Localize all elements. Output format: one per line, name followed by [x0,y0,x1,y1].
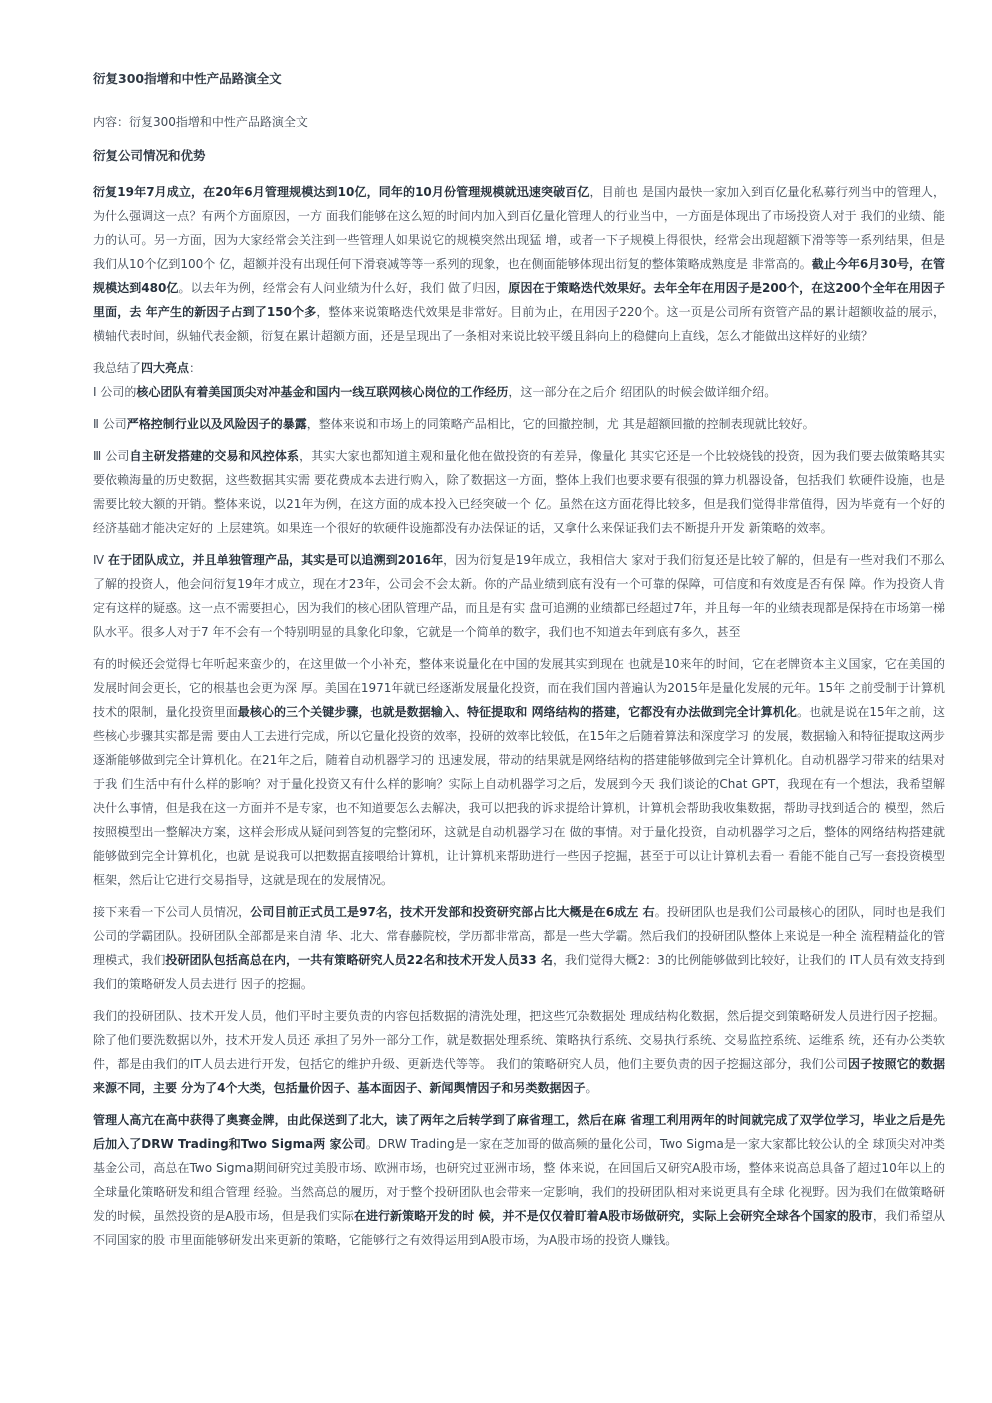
paragraph-highlight-4 [93,548,945,644]
text-run: 我总结了 [93,361,142,375]
text-run: 。DRW Trading是一家在芝加哥的做高频的量化公司，Two Sigma是一家大家都比较公认的全 球顶尖对冲类基金公司，高总在Two Sigma期间研究过美股市场、欧洲市场，也研究过亚洲市场，整 体来说，在回国后又研究A股市场，整体来说高总具备了超过10年以上的全球量化策略研发和组合管理 经验。当然高总的履历，对于整个投研团队也会带来一定影响，我们的投研团队相对来说更具有全球 化视野。因为我们在做策略研发的时候，虽然投资的是A股市场，但是我们实际 [93,1137,945,1223]
bold-text-run: 投研团队包括高总在内，一共有策略研究人员22名和技术开发人员33 名 [165,953,553,967]
bold-text-run: 管理人高亢在高中获得了奥赛金牌，由此保送到了北大，读了两年之后转学到了麻省理工，然后在麻 省理工利用两年的时间就完成了双学位学习，毕业之后是先后加入了DRW Trading和Two Sigma两 家公司 [93,1113,945,1151]
text-run: 有的时候还会觉得七年听起来蛮少的，在这里做一个小补充，整体来说量化在中国的发展其实到现在 也就是10来年的时间，它在老牌资本主义国家，它在美国的发展时间会更长，它的根基也会更为深 厚。美国在1971年就已经逐渐发展量化投资，而在我们国内普遍认为2015年是量化发展的元年。15年 之前受制于计算机技术的限制，量化投资里面 [93,657,945,719]
text-run: ： [189,361,202,375]
text-run: 。投研团队也是我们公司最核心的团队，同时也是我们公司的学霸团队。投研团队全部都是来自清 华、北大、常春藤院校，学历都非常高，都是一些大学霸。然后我们的投研团队整体上来说是一种全 流程精益化的管理模式，我们 [93,905,945,967]
text-run: ，因为衍复是19年成立，我相信大 家对于我们衍复还是比较了解的，但是有一些对我们不那么了解的投资人，他会问衍复19年才成立，现在才23年，公司会不会太新。你的产品业绩到底有没有一个可靠的保障，可信度和有效度是否有保 障。作为投资人肯定有这样的疑惑。这一点不需要担心，因为我们的核心团队管理产品，而且是有实 盘可追溯的业绩都已经超过7年，并且每一年的业绩表现都是保持在市场第一梯队水平。很多人对于7 年不会有一个特别明显的具象化印象，它就是一个简单的数字，我们也不知道去年到底有多久，甚至 [93,553,945,639]
paragraph-highlights-intro [93,356,945,380]
document-body [93,70,945,1260]
text-run: Ⅲ 公司 [93,449,130,463]
bold-text-run: 因子按照它的数据来源不同，主要 分为了4个大类，包括量价因子、基本面因子、新闻舆情因子和另类数据因子 [93,1057,945,1095]
text-run: ，整体来说和市场上的同策略产品相比，它的回撤控制，尤 其是超额回撤的控制表现就比较好。 [306,417,815,431]
text-run: 。以去年为例，经常会有人问业绩为什么好，我们 做了归因， [178,281,509,295]
bold-text-run: 原因在于策略迭代效果好。去年全年在用因子是200个，在这200个全年在用因子里面，去 年产生的新因子占到了150个多 [93,281,945,319]
bold-text-run: 核心团队有着美国顶尖对冲基金和国内一线互联网核心岗位的工作经历 [136,385,509,399]
bold-text-run: 最核心的三个关键步骤，也就是数据输入、特征提取和 网络结构的搭建，它都没有办法做到完全计算机化 [237,705,797,719]
text-run: Ⅰ 公司的 [93,385,137,399]
intro-line: 内容：衍复300指增和中性产品路演全文 [93,115,308,129]
text-run: ，其实大家也都知道主观和量化他在做投资的有差异，像量化 其实它还是一个比较烧钱的投资，因为我们要去做策略其实要依赖海量的历史数据，这些数据其实需 要花费成本去进行购入，除了数据这一方面，整体上我们也要求要有很强的算力机器设备，包括我们 软硬件设施，也是需要比较大额的开销。整体来说，以21年为例，在这方面的成本投入已经突破一个 亿。虽然在这方面花得比较多，但是我们觉得非常值得，因为毕竟有一个好的经济基础才能决定好的 上层建筑。如果连一个很好的软硬件设施都没有办法保证的话，又拿什么来保证我们去不断提升开发 新策略的效率。 [93,449,945,535]
text-run: ，我们觉得大概2：3的比例能够做到比较好，让我们的 IT人员有效支持到我们的策略研发人员去进行 因子的挖掘。 [93,953,945,991]
text-run: ，这一部分在之后介 绍团队的时候会做详细介绍。 [508,385,777,399]
text-run: ，我们希望从不同国家的股 市里面能够研发出来更新的策略，它能够行之有效得运用到A股市场，为A股市场的投资人赚钱。 [93,1209,946,1247]
section-heading: 衍复公司情况和优势 [93,148,206,163]
text-run: 接下来看一下公司人员情况， [93,905,251,919]
paragraph-staff [93,900,945,996]
paragraph-manager [93,1108,945,1252]
paragraph-overview [93,180,945,348]
text-run: ，目前也 是国内最快一家加入到百亿量化私募行列当中的管理人，为什么强调这一点？有两个方面原因，一方 面我们能够在这么短的时间内加入到百亿量化管理人的行业当中，一方面是体现出了市场投资人对于 我们的业绩、能力的认可。另一方面，因为大家经常会关注到一些管理人如果说它的规模突然出现猛 增，或者一下子规模上得很快，经常会出现超额下滑等等一系列结果，但是我们从10个亿到100个 亿，超额并没有出现任何下滑衰减等等一系列的现象，也在侧面能够体现出衍复的整体策略成熟度是 非常高的。 [93,185,945,271]
document-title: 衍复300指增和中性产品路演全文 [93,71,282,86]
bold-text-run: 公司目前正式员工是97名，技术开发部和投资研究部占比大概是在6成左 右 [250,905,655,919]
bold-text-run: 在进行新策略开发的时 候，并不是仅仅着盯着A股市场做研究，实际上会研究全球各个国家的股市 [353,1209,873,1223]
bold-text-run: 在于团队成立，并且单独管理产品，其实是可以追溯到2016年 [108,553,444,567]
text-run: 。也就是说在15年之前，这些核心步骤其实都是需 要由人工去进行完成，所以它量化投资的效率，投研的效率比较低，在15年之后随着算法和深度学习 的发展，数据输入和特征提取这两步逐渐能够做到完全计算机化。在21年之后，随着自动机器学习的 迅速发展，带动的结果就是网络结构的搭建能够做到完全计算机化。自动机器学习带来的结果对于我 们生活中有什么样的影响？对于量化投资又有什么样的影响？实际上自动机器学习之后，发展到今天 我们谈论的Chat GPT，我现在有一个想法，我希望解决什么事情，但是我在这一方面并不是专家，也不知道要怎么去解决，我可以把我的诉求提给计算机，计算机会帮助我收集数据，帮助寻找到适合的 模型，然后按照模型出一整解决方案，这样会形成从疑问到答复的完整闭环，这就是自动机器学习在 做的事情。对于量化投资，自动机器学习之后，整体的网络结构搭建就能够做到完全计算机化，也就 是说我可以把数据直接喂给计算机，让计算机来帮助进行一些因子挖掘，甚至于可以让计算机去看一 看能不能自己写一套投资模型框架，然后让它进行交易指导，这就是现在的发展情况。 [93,705,945,887]
paragraph-research-team [93,1004,945,1100]
paragraph-quant-history [93,652,945,892]
paragraph-highlight-2 [93,412,945,436]
paragraph-highlight-1 [93,380,945,404]
bold-text-run: 截止今年6月30号，在管规模达到480亿 [93,257,945,295]
text-run: Ⅱ 公司 [93,417,127,431]
text-run: Ⅳ [93,553,109,567]
bold-text-run: 四大亮点 [141,361,190,375]
text-run: 。 [585,1081,598,1095]
text-run: 我们的投研团队、技术开发人员，他们平时主要负责的内容包括数据的清洗处理，把这些冗杂数据处 理成结构化数据，然后提交到策略研发人员进行因子挖掘。除了他们要洗数据以外，技术开发人员还 承担了另外一部分工作，就是数据处理系统、策略执行系统、交易执行系统、交易监控系统、运维系 统，还有办公类软件，都是由我们的IT人员去进行开发，包括它的维护升级、更新迭代等等。 我们的策略研究人员，他们主要负责的因子挖掘这部分，我们公司 [93,1009,945,1071]
paragraph-highlight-3 [93,444,945,540]
bold-text-run: 自主研发搭建的交易和风控体系 [129,449,300,463]
text-run: ，整体来说策略迭代效果是非常好。目前为止，在用因子220个。这一页是公司所有资管产品的累计超额收益的展示，横轴代表时间，纵轴代表金额，衍复在累计超额方面，还是呈现出了一条相对来说比较平缓且斜向上的稳健向上直线，怎么才能做出这样好的业绩？ [93,305,945,343]
bold-text-run: 衍复19年7月成立，在20年6月管理规模达到10亿，同年的10月份管理规模就迅速突破百亿 [93,185,590,199]
bold-text-run: 严格控制行业以及风险因子的暴露 [126,417,307,431]
